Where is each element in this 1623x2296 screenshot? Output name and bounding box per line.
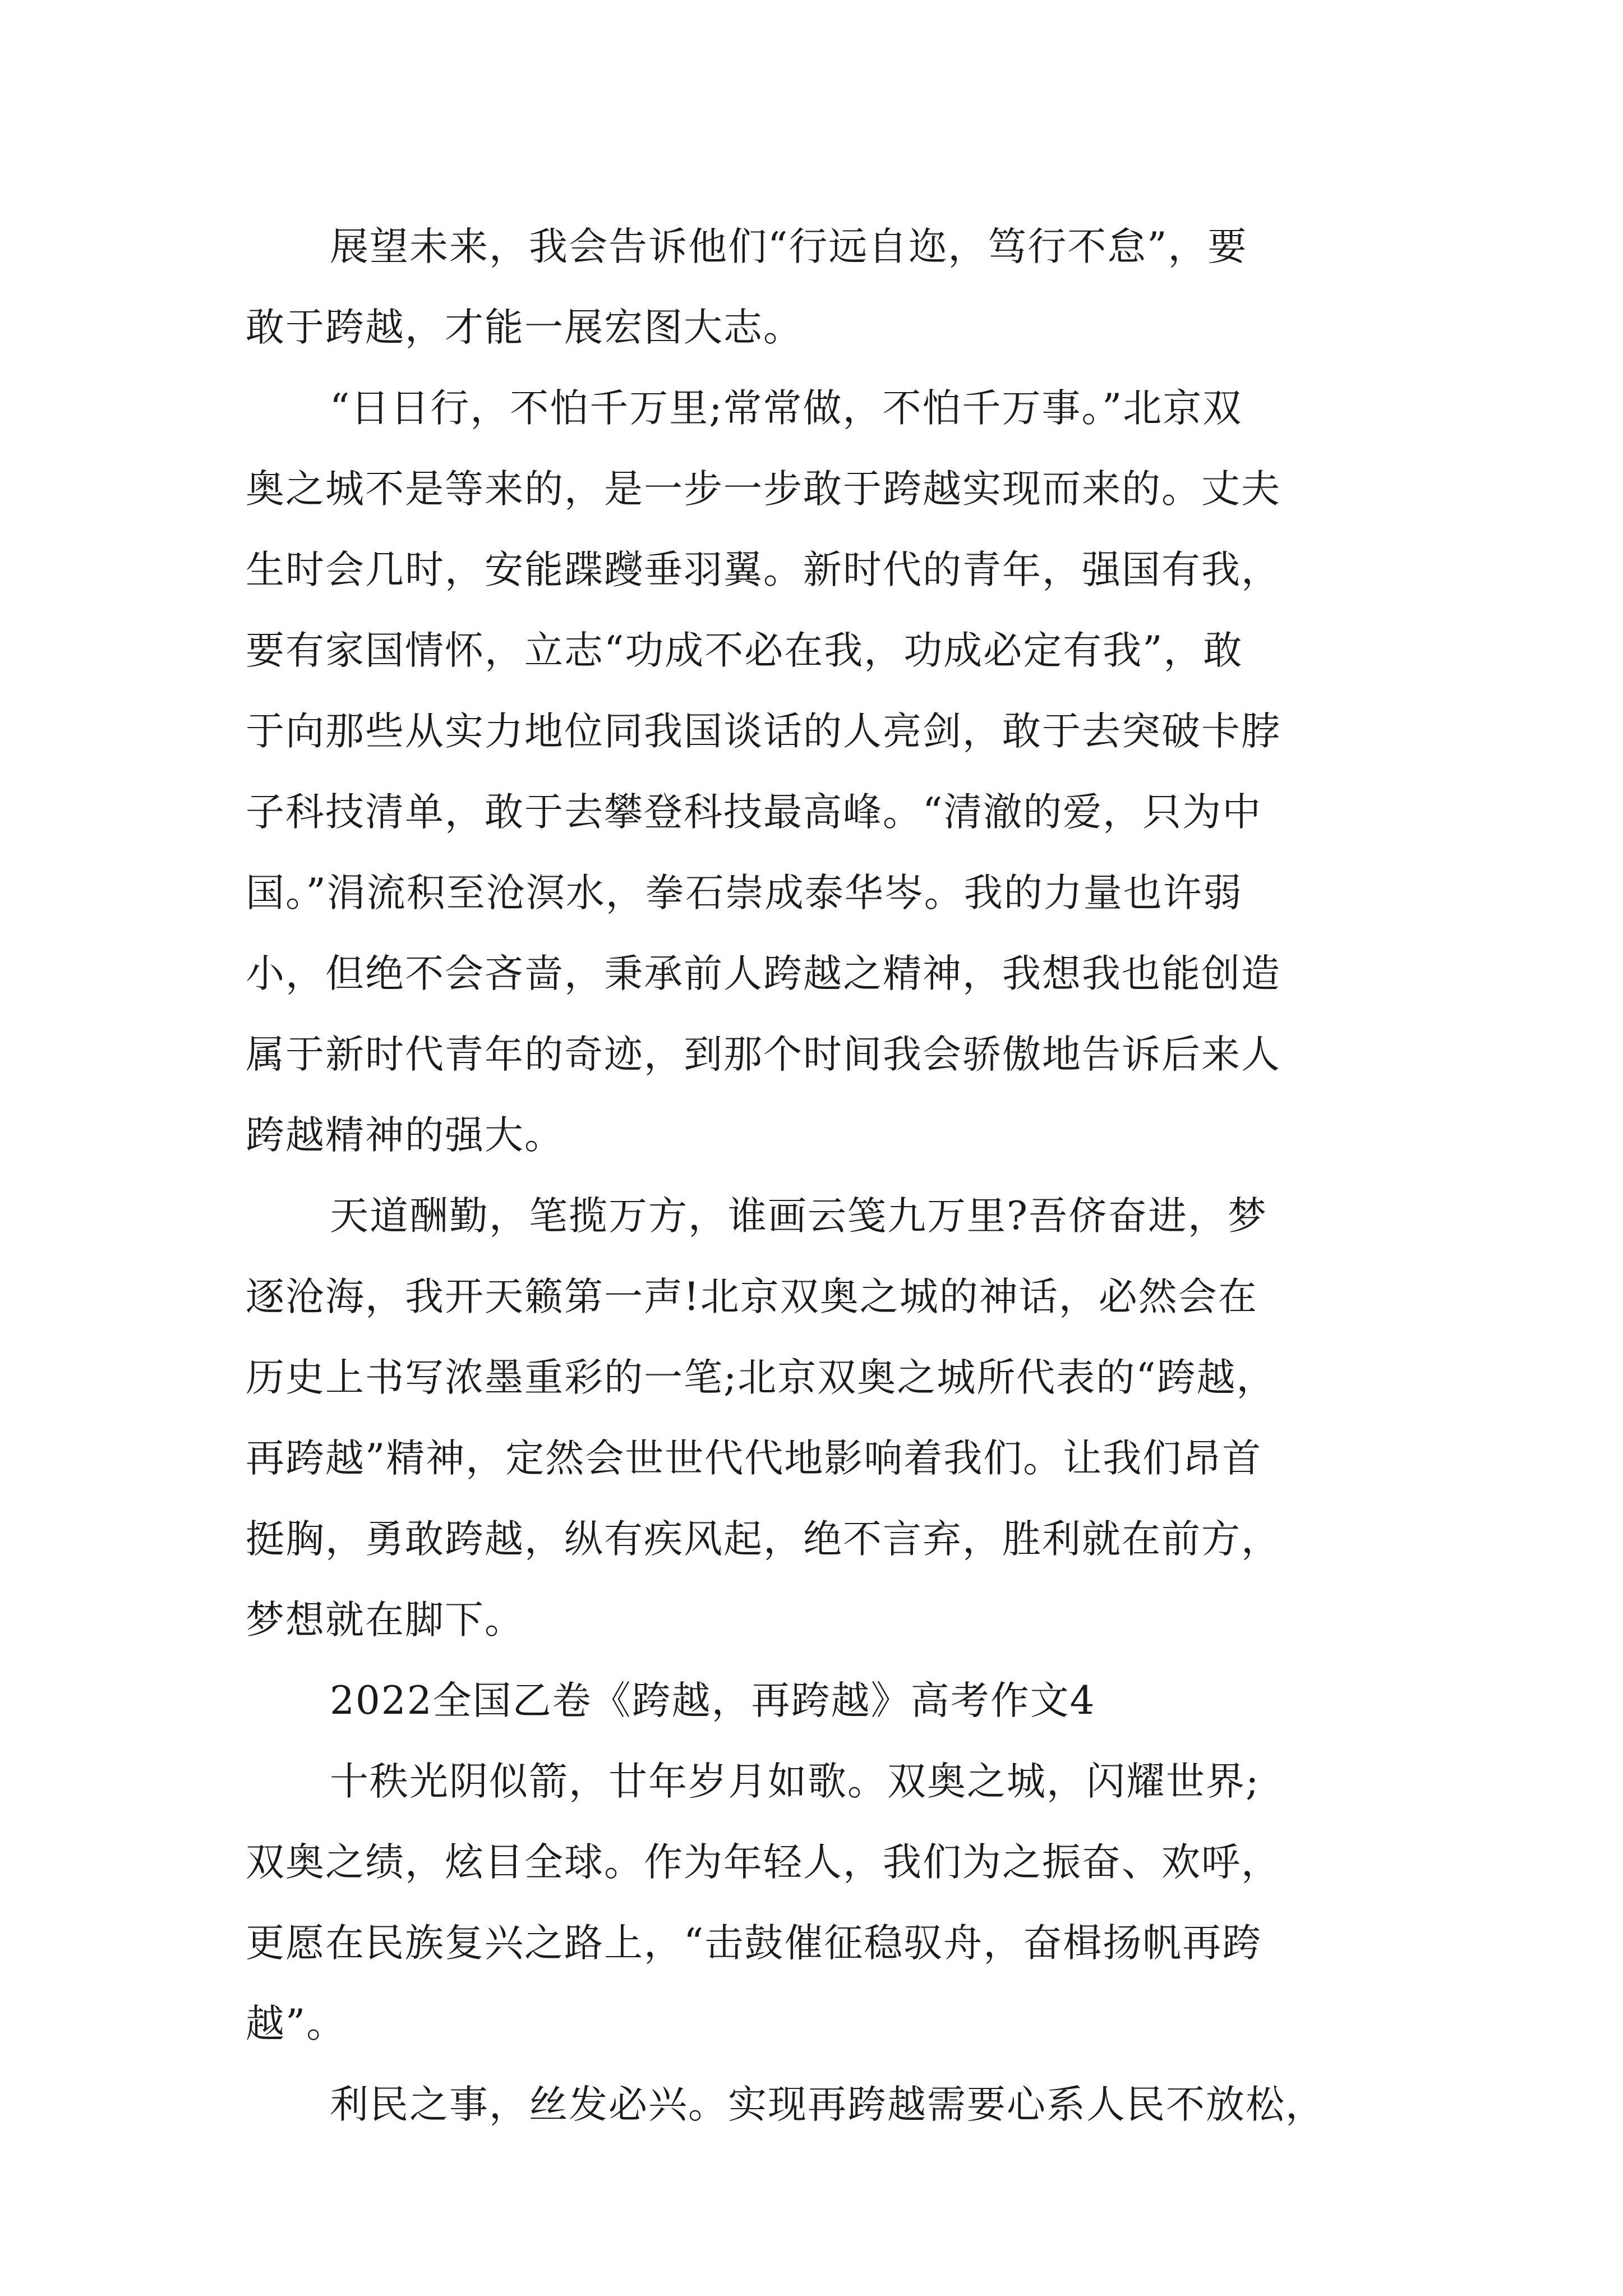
text-line: 天道酬勤，笔揽万方，谁画云笺九万里?吾侪奋进，梦 [330,1194,1267,1239]
text-line: 挺胸，勇敢跨越，纵有疾风起，绝不言弃，胜利就在前方， [246,1517,1281,1562]
text-line: 再跨越”精神，定然会世世代代地影响着我们。让我们昂首 [246,1436,1262,1481]
text-line: 子科技清单，敢于去攀登科技最高峰。“清澈的爱，只为中 [246,790,1262,835]
text-line: 属于新时代青年的奇迹，到那个时间我会骄傲地告诉后来人 [246,1032,1281,1077]
paragraph-2 [246,368,1390,1176]
text-line: 跨越精神的强大。 [246,1113,564,1158]
paragraph-4 [246,1741,1390,2064]
text-line: 国。”涓流积至沧溟水，拳石崇成泰华岑。我的力量也许弱 [246,871,1243,915]
text-line: 十秩光阴似箭，廿年岁月如歌。双奥之城，闪耀世界; [330,1759,1260,1804]
text-line: 历史上书写浓墨重彩的一笔;北京双奥之城所代表的“跨越， [246,1355,1276,1400]
text-line: 敢于跨越，才能一展宏图大志。 [246,305,803,350]
text-line: 展望未来，我会告诉他们“行远自迩，笃行不怠”，要 [330,224,1248,269]
text-line: 要有家国情怀，立志“功成不必在我，功成必定有我”，敢 [246,628,1243,673]
text-line: 利民之事，丝发必兴。实现再跨越需要心系人民不放松， [330,2082,1325,2127]
text-line: “日日行，不怕千万里;常常做，不怕千万事。”北京双 [330,386,1243,431]
section-heading [246,1660,1390,1741]
paragraph-5 [246,2064,1390,2145]
text-line: 梦想就在脚下。 [246,1598,524,1642]
text-line: 更愿在民族复兴之路上，“击鼓催征稳驭舟，奋楫扬帆再跨 [246,1921,1262,1966]
text-line: 小，但绝不会吝啬，秉承前人跨越之精神，我想我也能创造 [246,951,1281,996]
document-body [246,206,1390,2145]
heading-text: 2022全国乙卷《跨越，再跨越》高考作文4 [330,1678,1096,1723]
text-line: 双奥之绩，炫目全球。作为年轻人，我们为之振奋、欢呼， [246,1840,1281,1885]
text-line: 逐沧海，我开天籁第一声!北京双奥之城的神话，必然会在 [246,1274,1258,1319]
text-line: 于向那些从实力地位同我国谈话的人亮剑，敢于去突破卡脖 [246,709,1281,754]
text-line: 奥之城不是等来的，是一步一步敢于跨越实现而来的。丈夫 [246,467,1281,512]
text-line: 生时会几时，安能蹀躞垂羽翼。新时代的青年，强国有我， [246,547,1281,592]
paragraph-1 [246,206,1390,368]
text-line: 越”。 [246,2001,347,2046]
paragraph-3 [246,1176,1390,1660]
